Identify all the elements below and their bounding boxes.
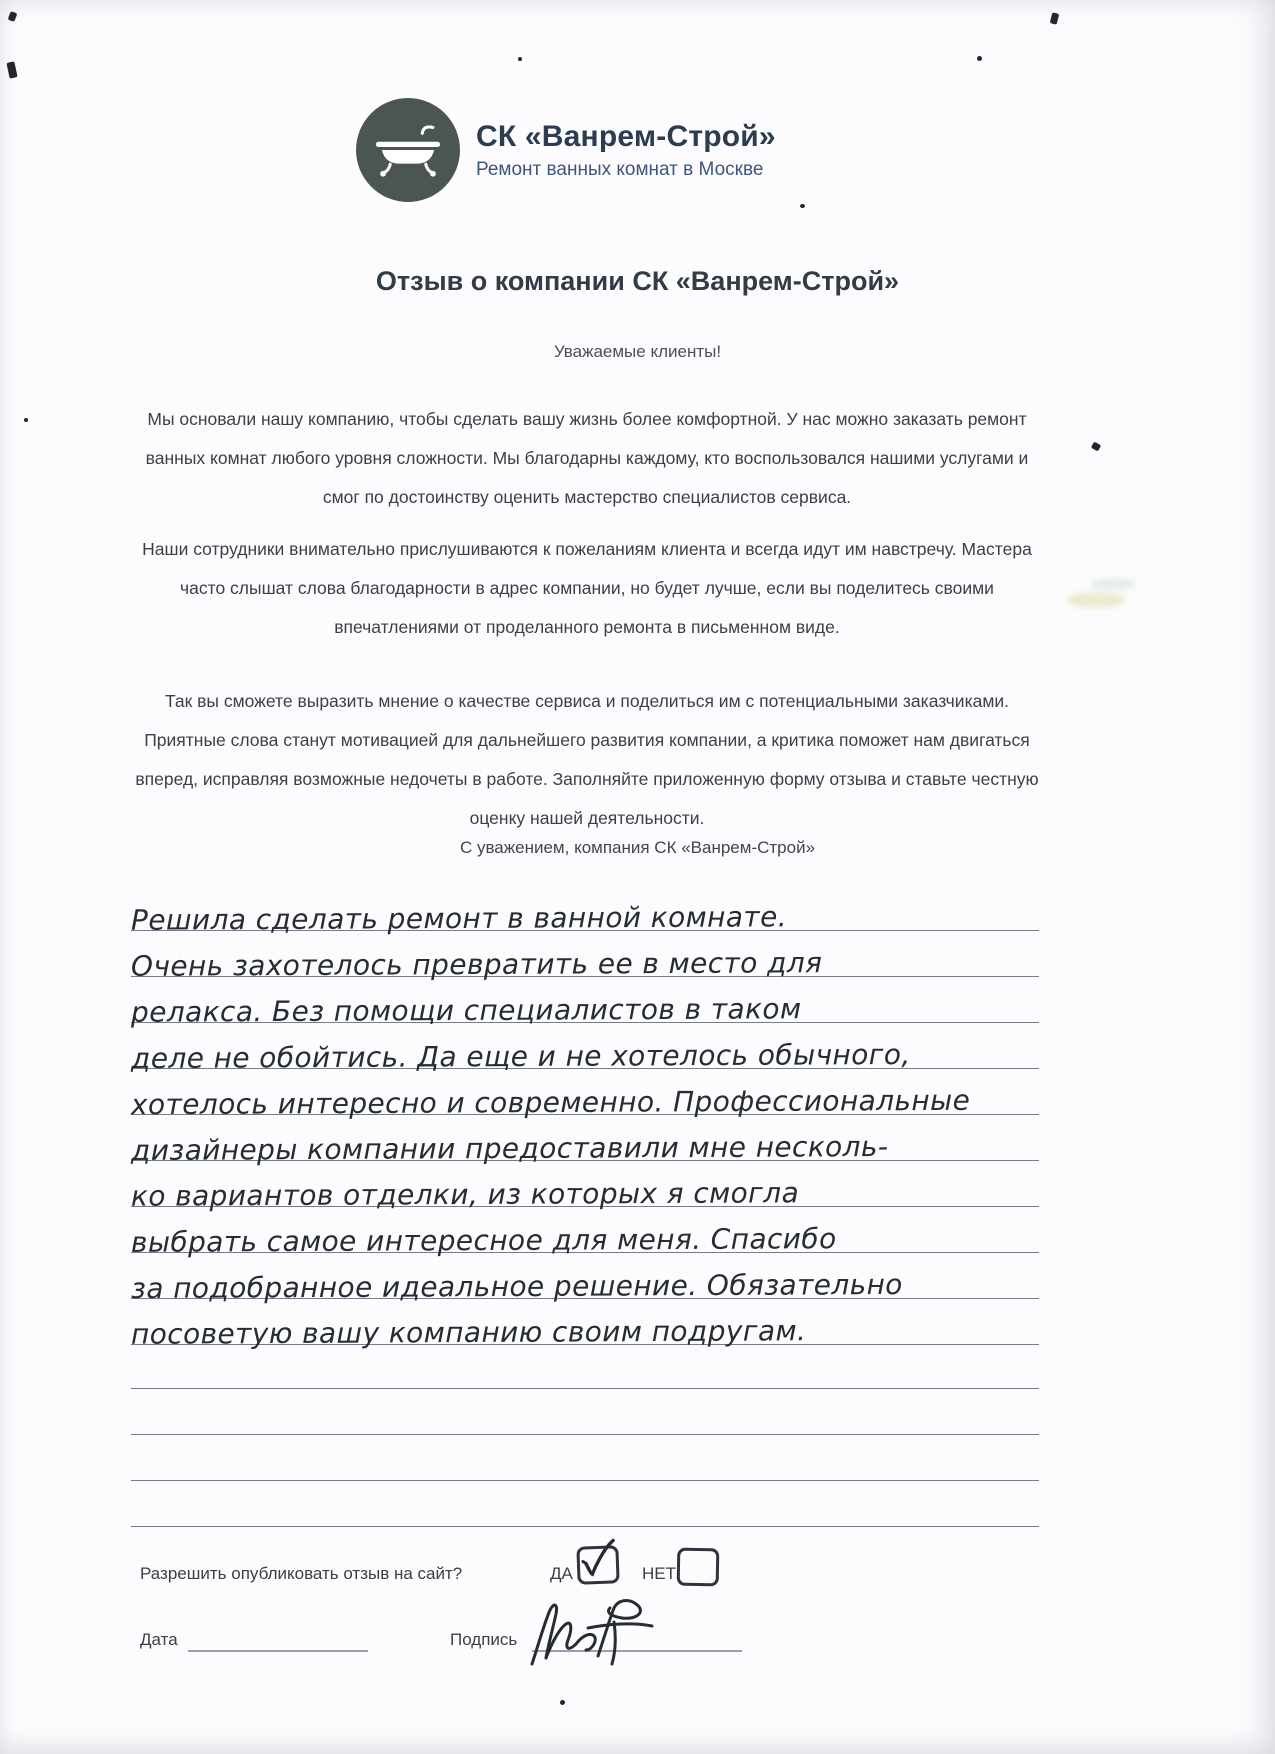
publish-permission-row: [140, 1552, 1140, 1602]
date-signature-row: [140, 1612, 1140, 1692]
empty-rule-line: [131, 1435, 1039, 1481]
handwriting: посоветую вашу компанию своим подругам.: [130, 1314, 807, 1351]
scan-speck: [1050, 12, 1059, 24]
handwriting: за подобранное идеальное решение. Обязательно: [130, 1267, 903, 1306]
scan-speck: [800, 204, 805, 208]
scan-smudge: [1066, 592, 1126, 608]
letter-paragraph-3: Так вы сможете выразить мнение о качестве сервиса и поделиться им с потенциальными заказчиками. Приятные слова станут мотивацией для дальнейшего развития компании, а критика поможет нам двигаться вперед, исправляя возможные недочеты в работе. Заполняйте приложенную форму отзыва и ставьте честную оценку нашей деятельности.: [135, 691, 1039, 828]
review-line: [130, 1207, 1039, 1259]
handwriting: Очень захотелось превратить ее в место для: [130, 946, 823, 983]
handwriting: выбрать самое интересное для меня. Спасибо: [130, 1222, 837, 1259]
signature-label: Подпись: [450, 1630, 518, 1649]
handwriting: ко вариантов отделки, из которых я смогла: [130, 1176, 800, 1213]
review-line: [130, 1299, 1039, 1351]
company-tagline: Ремонт ванных комнат в Москве: [476, 158, 764, 180]
review-line: [130, 1253, 1039, 1306]
company-logo: [356, 98, 460, 202]
yes-label: ДА: [550, 1564, 573, 1583]
letter-paragraph-1: Мы основали нашу компанию, чтобы сделать вашу жизнь более комфортной. У нас можно заказать ремонт ванных комнат любого уровня сложности. Мы благодарны каждому, кто воспользовался нашими услугами и смог по достоинству оценить мастерство специалистов сервиса.: [145, 409, 1029, 507]
scan-smudge: [1090, 578, 1136, 590]
handwritten-checkmark-icon: [577, 1536, 621, 1583]
letter-paragraph-2: Наши сотрудники внимательно прислушиваются к пожеланиям клиента и всегда идут им навстречу. Мастера часто слышат слова благодарности в адрес компании, но будет лучше, если вы поделитесь своими впечатлениями от проделанного ремонта в письменном виде.: [142, 539, 1032, 637]
logo-text: [476, 120, 776, 181]
review-line: [130, 885, 1039, 937]
letterhead: [356, 98, 776, 202]
page-title: Отзыв о компании СК «Ванрем-Строй»: [375, 266, 900, 296]
handwriting: дизайнеры компании предоставили мне несколь-: [130, 1130, 889, 1167]
scan-speck: [6, 61, 17, 78]
scan-speck: [24, 418, 28, 422]
review-line: [130, 977, 1039, 1029]
handwriting: релакса. Без помощи специалистов в таком: [130, 992, 802, 1029]
handwritten-signature: [518, 1598, 678, 1674]
empty-rule-line: [131, 1389, 1039, 1435]
empty-rule-line: [131, 1481, 1039, 1527]
yes-checkbox[interactable]: [576, 1545, 619, 1584]
scan-speck: [1091, 441, 1101, 451]
review-line: [130, 1115, 1039, 1167]
handwritten-review: [130, 885, 1039, 1351]
no-checkbox[interactable]: [677, 1548, 720, 1587]
handwriting: деле не обойтись. Да еще и не хотелось обычного,: [130, 1037, 911, 1076]
date-field[interactable]: [188, 1650, 368, 1652]
scan-speck: [560, 1700, 565, 1705]
salutation: Уважаемые клиенты!: [553, 342, 722, 361]
empty-rule-line: [131, 1343, 1039, 1389]
signoff: С уважением, компания СК «Ванрем-Строй»: [459, 838, 816, 857]
scan-speck: [8, 11, 18, 22]
empty-review-lines: [131, 1343, 1039, 1527]
review-line: [130, 931, 1039, 983]
scan-speck: [977, 56, 982, 61]
company-name: СК «Ванрем-Строй»: [476, 119, 776, 153]
publish-question: Разрешить опубликовать отзыв на сайт?: [140, 1564, 463, 1583]
handwriting: Решила сделать ремонт в ванной комнате.: [130, 900, 788, 937]
review-line: [130, 1069, 1039, 1122]
no-label: НЕТ: [642, 1564, 676, 1583]
date-label: Дата: [140, 1630, 178, 1649]
review-line: [130, 1023, 1039, 1076]
handwriting: хотелось интересно и современно. Профессиональные: [130, 1083, 971, 1122]
bathtub-icon: [370, 112, 446, 188]
scan-speck: [518, 57, 522, 61]
review-line: [130, 1161, 1039, 1213]
